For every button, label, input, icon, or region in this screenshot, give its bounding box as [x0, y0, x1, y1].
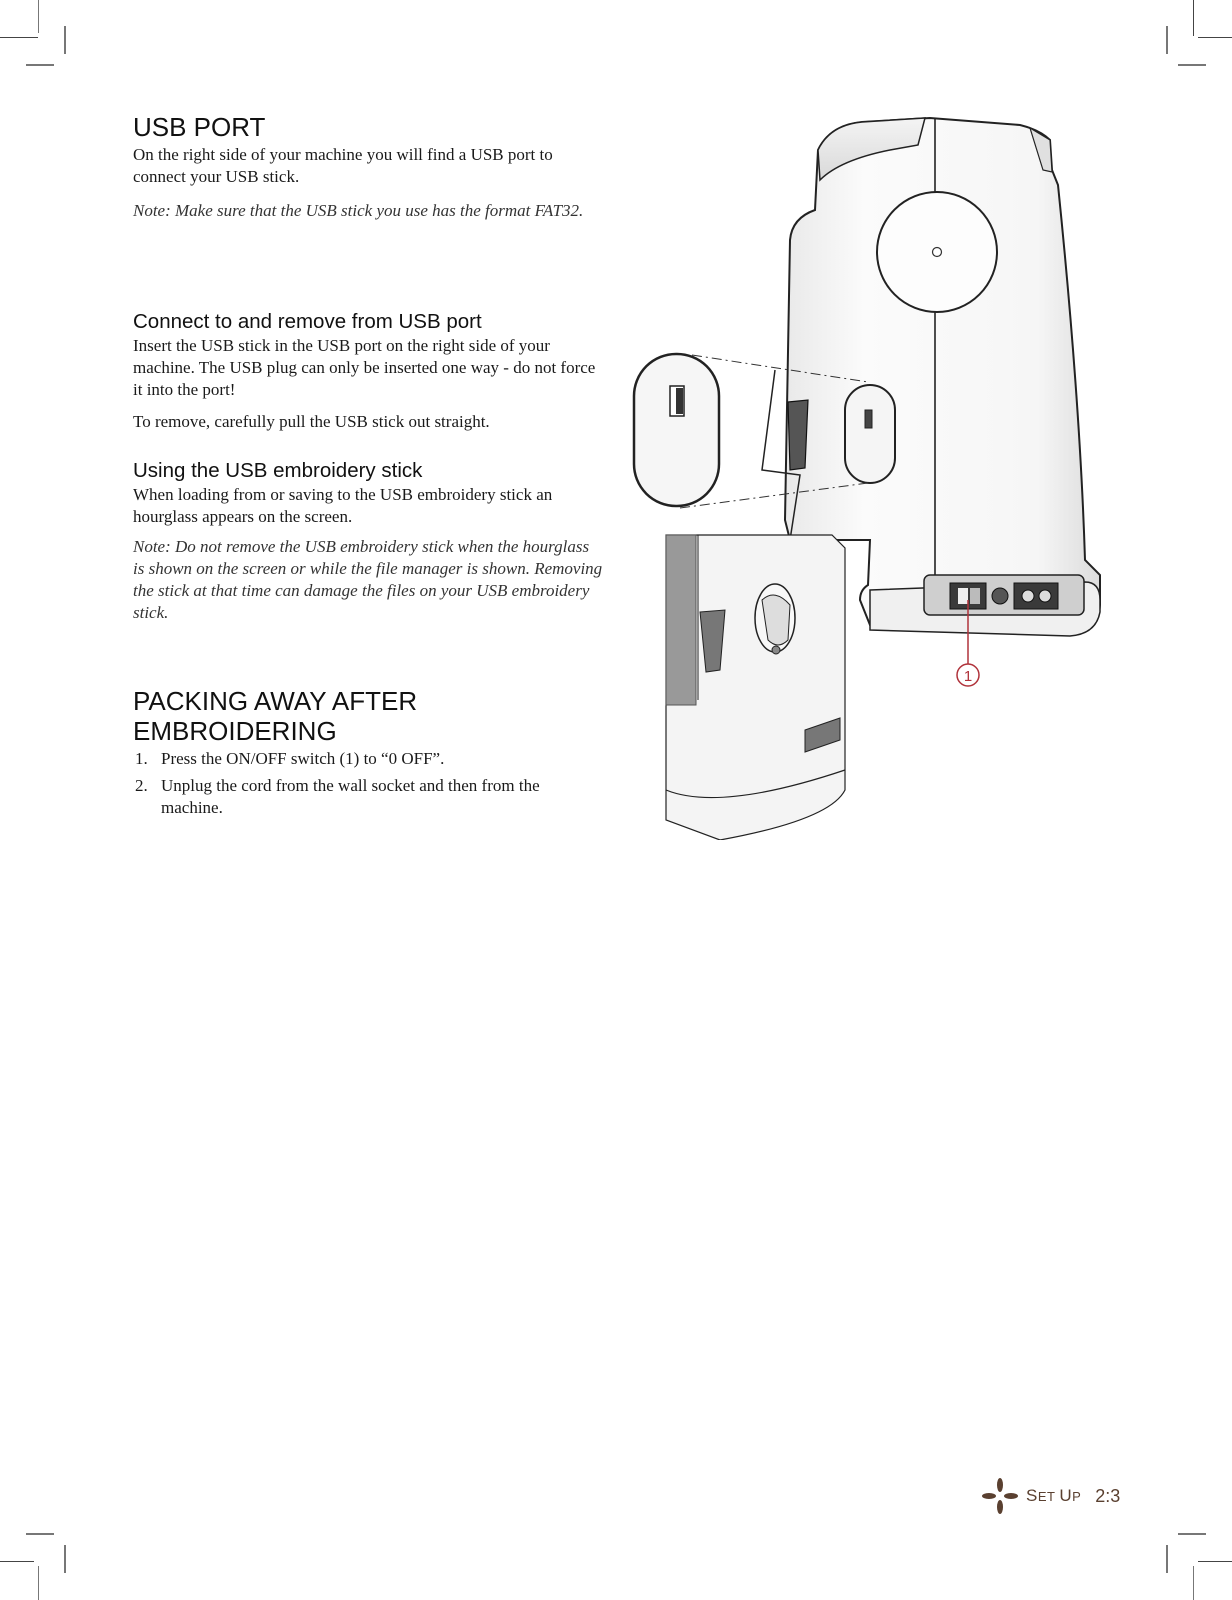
packing-away-heading-line2: EMBROIDERING — [133, 716, 337, 746]
crop-mark — [64, 1545, 66, 1573]
page-number: 2:3 — [1095, 1485, 1121, 1506]
crop-mark — [1198, 1561, 1232, 1562]
using-stick-note: Note: Do not remove the USB embroidery stick when the hourglass is shown on the screen or while the file manager is shown. Removing the stick at that time can damage the files on your USB embroidery stick. — [133, 537, 603, 622]
section-label-rest-2: P — [1072, 1489, 1082, 1504]
section-label — [1026, 1486, 1081, 1506]
step-text: Press the ON/OFF switch (1) to “0 OFF”. — [161, 749, 445, 768]
crop-mark — [1193, 0, 1194, 36]
crop-mark — [1166, 1545, 1168, 1573]
callout-number: 1 — [963, 668, 973, 685]
crop-mark — [1178, 64, 1206, 66]
brand-flower-icon — [982, 1478, 1018, 1514]
section-label-initial-2: U — [1059, 1486, 1073, 1505]
crop-mark — [38, 1566, 39, 1600]
crop-mark — [26, 64, 54, 66]
crop-mark — [1198, 37, 1232, 38]
packing-away-heading-line1: PACKING AWAY AFTER — [133, 686, 418, 716]
crop-mark — [1178, 1533, 1206, 1535]
crop-mark — [0, 1561, 34, 1562]
section-label-rest: ET — [1037, 1489, 1060, 1504]
crop-mark — [38, 0, 39, 33]
usb-port-body: On the right side of your machine you will find a USB port to connect your USB stick. — [133, 145, 553, 186]
crop-mark — [26, 1533, 54, 1535]
crop-mark — [0, 37, 38, 38]
connect-remove-body-2: To remove, carefully pull the USB stick out straight. — [133, 412, 490, 431]
connect-remove-heading: Connect to and remove from USB port — [133, 310, 482, 333]
section-label-initial: S — [1026, 1486, 1038, 1505]
crop-mark — [1166, 26, 1168, 54]
connect-remove-body: Insert the USB stick in the USB port on the right side of your machine. The USB plug can only be inserted one way - do not force it into the port! — [133, 336, 596, 399]
crop-mark — [1193, 1566, 1194, 1600]
using-stick-heading: Using the USB embroidery stick — [133, 459, 423, 482]
step-text: Unplug the cord from the wall socket and then from the machine. — [161, 776, 540, 817]
step-item — [133, 775, 603, 819]
packing-away-steps — [133, 748, 603, 824]
step-number: 2. — [135, 776, 148, 795]
usb-port-note: Note: Make sure that the USB stick you use has the format FAT32. — [133, 201, 584, 220]
step-item — [133, 748, 603, 770]
inset-detail-view — [666, 535, 845, 840]
packing-away-heading — [133, 686, 417, 746]
using-stick-body: When loading from or saving to the USB embroidery stick an hourglass appears on the screen. — [133, 485, 553, 526]
page-footer — [982, 1480, 1120, 1512]
usb-port-heading: USB PORT — [133, 112, 266, 142]
sewing-machine-side-illustration — [620, 110, 1110, 840]
step-number: 1. — [135, 749, 148, 768]
crop-mark — [64, 26, 66, 54]
